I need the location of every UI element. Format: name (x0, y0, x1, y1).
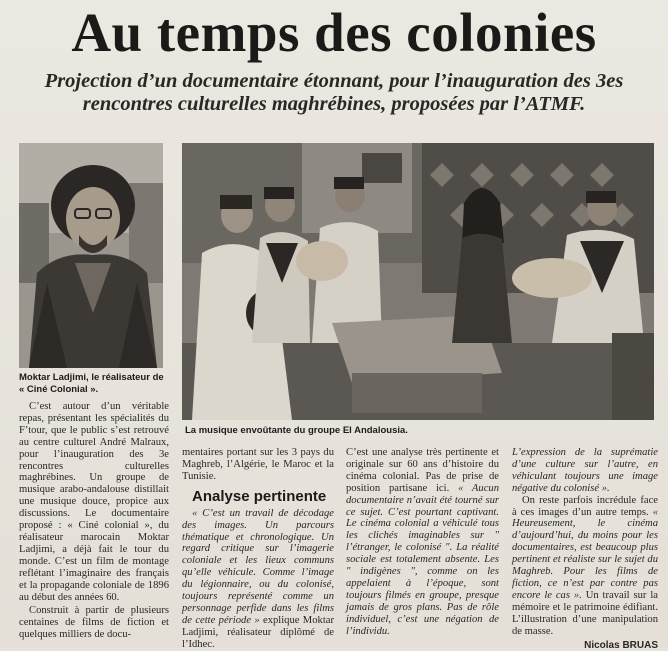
band-photo (182, 143, 654, 420)
quote: « Aucun documentaire n’avait été tourné sur ce sujet. C’est pourtant captivant. Le cinéma colonial a véhiculé tous les clichés imaginables sur " l’étranger, le colonisé ". La réalité sociale est totalement absente. Les " indigènes ", comme on les appelaient à l’époque, sont toujours filmés en groupe, presque jamais de gros plans. Pas de rôle individuel, c’est une négation de l’individu. (346, 483, 499, 637)
article-column-1 (19, 401, 169, 641)
paragraph: mentaires portant sur les 3 pays du Maghreb, l’Algérie, le Maroc et la Tunisie. (182, 447, 334, 483)
portrait-photo (19, 143, 163, 368)
text: Un travail sur la mémoire et le patrimoine édifiant. L’illustration d’une manipulation de masse. (512, 590, 658, 637)
article-column-4 (512, 447, 658, 651)
quote: L’expression de la suprématie d’une culture sur l’autre, en véhiculant toujours une image négative du colonisé ». (512, 447, 658, 495)
deck-subheadline: Projection d’un documentaire étonnant, pour l’inauguration des 3es rencontres culturelles maghrébines, proposées par l’ATMF. (20, 70, 648, 116)
paragraph (512, 495, 658, 638)
quote-attribution: explique Moktar Ladjimi, réalisateur diplômé de l’Idhec. (182, 615, 334, 650)
section-subheading: Analyse pertinente (192, 488, 334, 505)
article-column-3 (346, 447, 499, 638)
paragraph: Construit à partir de plusieurs centaines de films de fiction et quelques milliers de docu- (19, 605, 169, 641)
article-column-2 (182, 447, 334, 651)
paragraph (346, 447, 499, 638)
text: C’est une analyse très pertinente et originale sur 60 ans d’histoire du cinéma colonial. Pas de prise de position partisane ici. (346, 447, 499, 494)
quote: « C’est un travail de décodage des images. Un parcours thématique et chronologique. Un regard critique sur l’imagerie coloniale et les lieux communs qu’elle véhicule. Comme l’image du légionnaire, ou du colonisé, toujours représenté comme un personnage perfide dans les films de cette période » (182, 508, 334, 626)
paragraph: C’est autour d’un véritable repas, présentant les spécialités du F’tour, que le public s’est retrouvé au centre culturel André Malraux, pour l’inauguration des 3e rencontres culturelles maghrébines. Un groupe de musique arabo-andalouse distillait une musique douce, propice aux discussions. Le documentaire proposé : « Ciné colonial », du réalisateur marocain Moktar Ladjimi, a déjà fait le tour du monde. C’est un film de montage reflétant l’imaginaire des français et la propagande coloniale de 1896 au début des années 60. (19, 401, 169, 603)
headline: Au temps des colonies (0, 4, 668, 62)
text: On reste parfois incrédule face à ces images d’un autre temps. (512, 495, 658, 518)
paragraph (182, 508, 334, 651)
portrait-caption: Moktar Ladjimi, le réalisateur de « Ciné Colonial ». (19, 372, 169, 396)
quote: « Heureusement, le cinéma d’aujourd’hui, du moins pour les documentaires, est beaucoup plus pertinent et réaliste sur le sujet du Maghreb. Pour les films de fiction, ce n’est par contre pas encore le cas ». (512, 507, 658, 601)
band-caption: La musique envoûtante du groupe El Andalousia. (185, 425, 645, 437)
author-signature: Nicolas BRUAS (512, 640, 658, 651)
